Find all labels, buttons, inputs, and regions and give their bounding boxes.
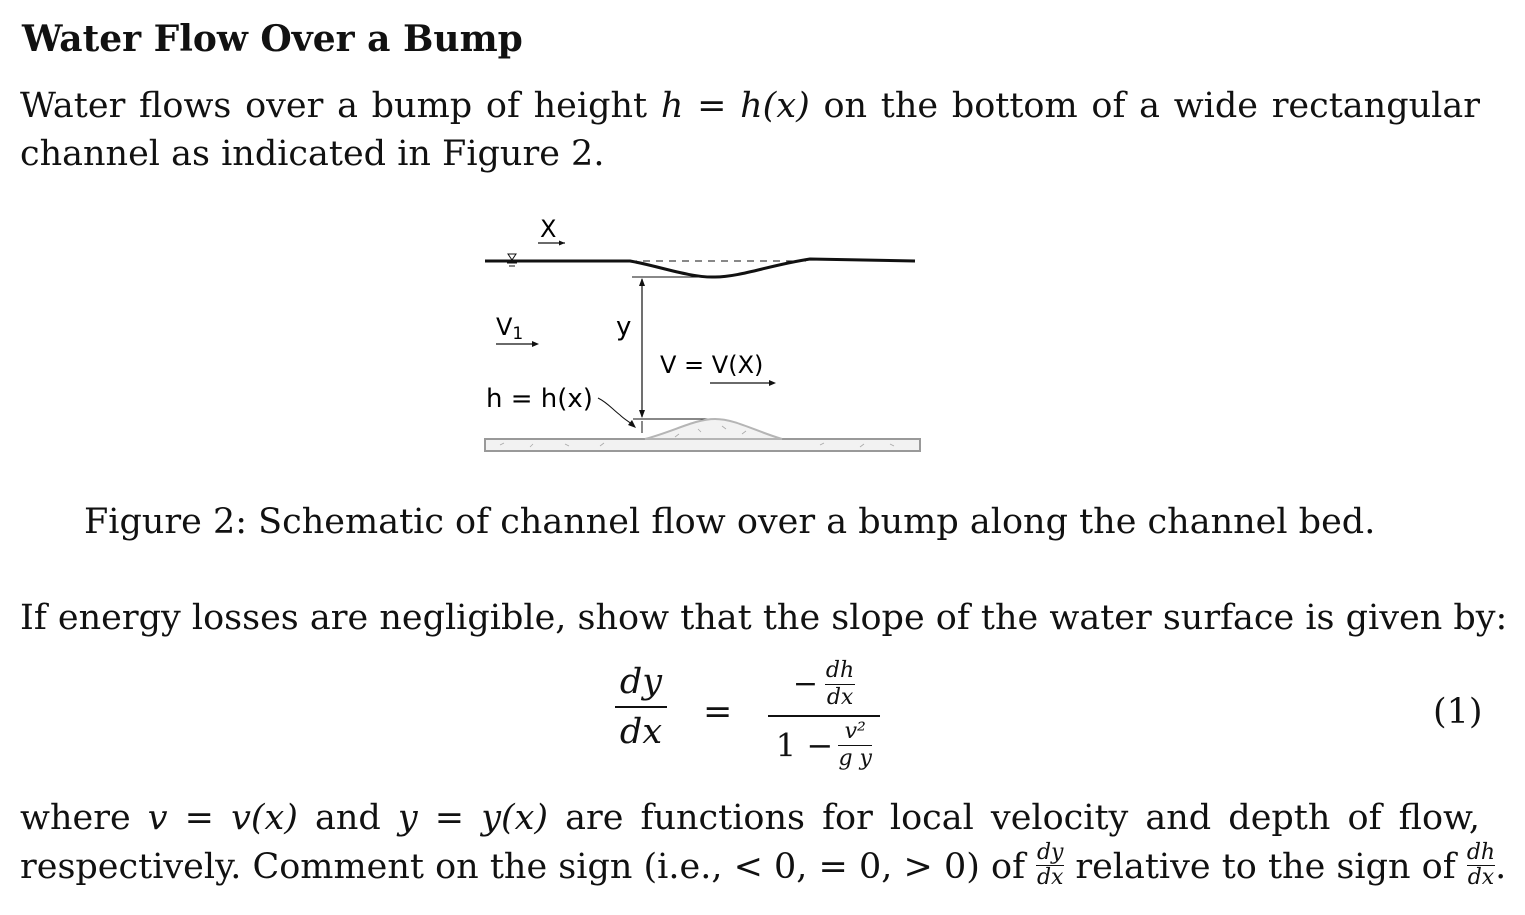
problem-prompt: If energy losses are negligible, show that the slope of the water surface is given by: (20, 598, 1508, 638)
equals-sign: = (697, 86, 727, 126)
x-label: X (540, 215, 557, 243)
channel-bed (485, 439, 920, 451)
equation-number: (1) (1433, 692, 1483, 732)
rhs-denominator: 1 − $\frac{\text{v²}}{\text{g y}}$ (775, 719, 872, 771)
bump-height-label: h = h(x) (486, 384, 593, 414)
water-level-icon (508, 254, 516, 260)
intro-text-start: Water flows over a bump of height (20, 86, 648, 126)
intro-line-1 (20, 82, 1480, 130)
channel-flow-figure (470, 205, 940, 465)
figure-caption: Figure 2: Schematic of channel flow over a bump along the channel bed. (84, 502, 1376, 542)
inline-dy-dx: $\frac{dy}{dx}$ (1036, 840, 1064, 890)
y-label: y (616, 312, 632, 342)
intro-text-end: on the bottom of a wide rectangular (823, 86, 1480, 126)
equation-equals: = (703, 692, 733, 732)
velocity-label: V = V(X) (660, 351, 764, 379)
conclusion-line-2: respectively. Comment on the sign (i.e., < 0, = 0, > 0) of $\frac{dy}{dx}$ relative to the sign of $\frac{dh}{dx}$ . (20, 840, 1507, 890)
section-title: Water Flow Over a Bump (22, 18, 523, 60)
v1-label: V1 (496, 313, 524, 344)
rhs-numerator: − $\frac{dh}{dx}$ (792, 658, 855, 710)
water-surface-line (485, 259, 915, 277)
dh-dx-fraction: $\frac{dh}{dx}$ (825, 658, 855, 710)
bump-shape (645, 419, 782, 439)
equation-rhs (768, 660, 880, 770)
intro-line-2: channel as indicated in Figure 2. (20, 134, 605, 174)
equation-lhs (615, 662, 667, 752)
h-variable: h (660, 86, 684, 126)
v2-gy-fraction: $\frac{\text{v²}}{\text{g y}}$ (838, 719, 872, 771)
h-function: h(x) (740, 86, 810, 126)
inline-dh-dx: $\frac{dh}{dx}$ (1466, 840, 1496, 890)
dy-dx-fraction: $\frac{dy}{dx}$ (615, 662, 667, 752)
conclusion-line-1: where v = v(x) and y = y(x) are functions for local velocity and depth of flow, (20, 798, 1480, 838)
